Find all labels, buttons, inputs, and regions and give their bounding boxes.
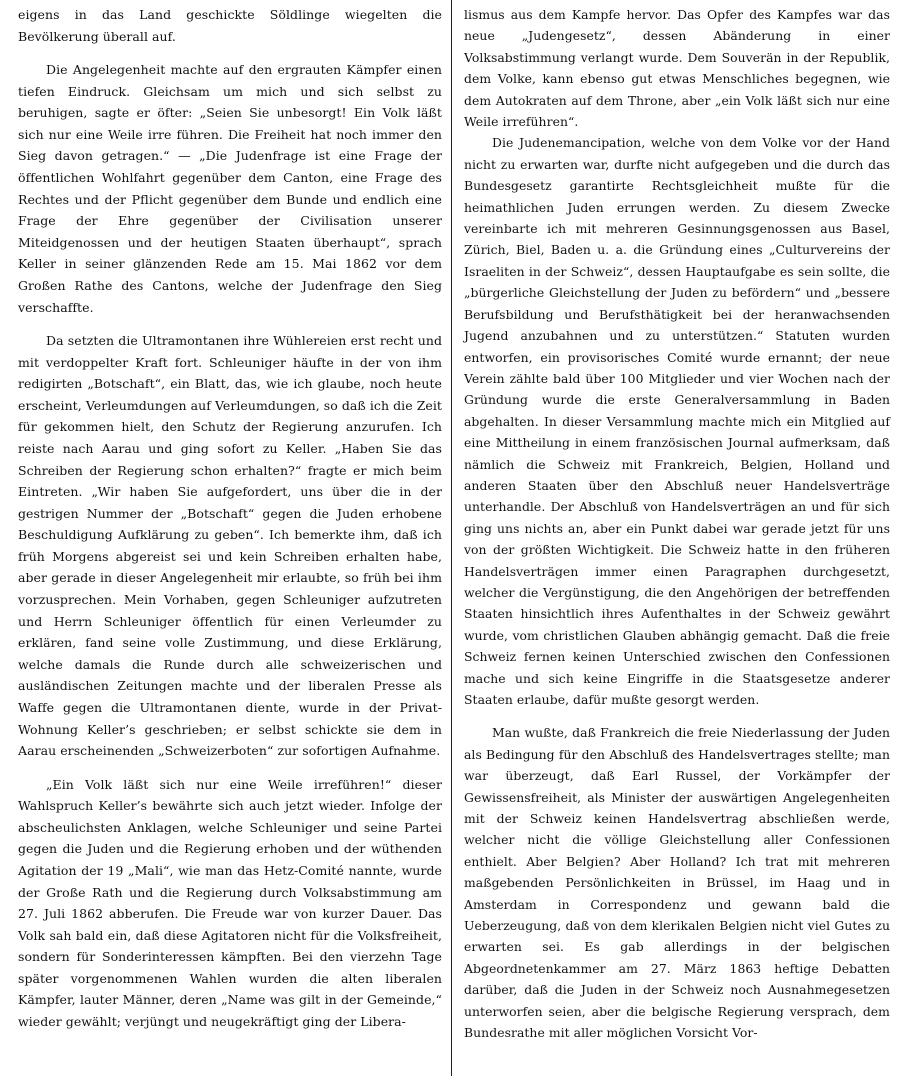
paragraph: Die Angelegenheit machte auf den ergrauten Kämpfer einen tiefen Eindruck. Gleichsam um mich und sich selbst zu beruhigen, sagte er öfter: „Seien Sie unbesorgt! Ein Volk läßt sich nur eine Weile irre führen. Die Freiheit hat noch immer den Sieg davon getragen.“ — „Die Judenfrage ist eine Frage der öffentlichen Wohlfahrt gegenüber dem Canton, eine Frage des Rechtes und der Pflicht gegenüber dem Bunde und endlich eine Frage der Ehre gegenüber der Civilisation unserer Miteidgenossen und der heutigen Staaten überhaupt“, sprach Keller in seiner glänzenden Rede am 15. Mai 1862 vor dem Großen Rathe des Cantons, welche der Judenfrage den Sieg verschaffte. <box>18 62 442 315</box>
left-column <box>18 4 442 1033</box>
paragraph: lismus aus dem Kampfe hervor. Das Opfer des Kampfes war das neue „Judengesetz“, dessen Abänderung in einer Volksabstimmung verlangt wurde. Dem Souverän in der Republik, dem Volke, kann ebenso gut etwas Menschliches begegnen, wie dem Autokraten auf dem Throne, aber „ein Volk läßt sich nur eine Weile irreführen“. <box>464 7 890 130</box>
paragraph: Da setzten die Ultramontanen ihre Wühlereien erst recht und mit verdoppelter Kraft fort. Schleuniger häufte in der von ihm redigirten „Botschaft“, ein Blatt, das, wie ich glaube, noch heute erscheint, Verleumdungen auf Verleumdungen, so daß ich die Zeit für gekommen hielt, den Schutz der Regierung anzurufen. Ich reiste nach Aarau und ging sofort zu Keller. „Haben Sie das Schreiben der Regierung schon erhalten?“ fragte er mich beim Eintreten. „Wir haben Sie aufgefordert, uns über die in der gestrigen Nummer der „Botschaft“ gegen die Juden erhobene Beschuldigung Aufklärung zu geben“. Ich bemerkte ihm, daß ich früh Morgens abgereist sei und kein Schreiben erhalten habe, aber gerade in dieser Angelegenheit mir erlaubte, so früh bei ihm vorzusprechen. Mein Vorhaben, gegen Schleuniger aufzutreten und Herrn Schleuniger öffentlich für einen Verleumder zu erklären, fand seine volle Zustimmung, und diese Erklärung, welche damals die Runde durch alle schweizerischen und ausländischen Zeitungen machte und der liberalen Presse als Waffe gegen die Ultramontanen diente, wurde in der Privat-Wohnung Keller’s geschrieben; er selbst schickte sie dem in Aarau erscheinenden „Schweizerboten“ zur sofortigen Aufnahme. <box>18 333 442 759</box>
right-column <box>464 4 890 1044</box>
paragraph: eigens in das Land geschickte Söldlinge wiegelten die Bevölkerung überall auf. <box>18 7 442 44</box>
paragraph: „Ein Volk läßt sich nur eine Weile irreführen!“ dieser Wahlspruch Keller’s bewährte sich auch jetzt wieder. Infolge der abscheulichsten Anklagen, welche Schleuniger und seine Partei gegen die Juden und die Regierung erhoben und der wüthenden Agitation der 19 „Mali“, wie man das Hetz-Comité nannte, wurde der Große Rath und die Regierung durch Volksabstimmung am 27. Juli 1862 abberufen. Die Freude war von kurzer Dauer. Das Volk sah bald ein, daß diese Agitatoren nicht für die Volksfreiheit, sondern für Sonderinteressen kämpften. Bei den vierzehn Tage später vorgenommenen Wahlen wurden die alten liberalen Kämpfer, lauter Männer, deren „Name was gilt in der Gemeinde,“ wieder gewählt; verjüngt und neugekräftigt ging der Libera- <box>18 776 442 1030</box>
paragraph: Man wußte, daß Frankreich die freie Niederlassung der Juden als Bedingung für den Abschluß des Handelsvertrages stellte; man war überzeugt, daß Earl Russel, der Vorkämpfer der Gewissensfreiheit, als Minister der auswärtigen Angelegenheiten mit der Schweiz keinen Handelsvertrag abschließen werde, welcher nicht die völlige Gleichstellung aller Confessionen enthielt. Aber Belgien? Aber Holland? Ich trat mit mehreren maßgebenden Persönlichkeiten in Brüssel, im Haag und in Amsterdam in Correspondenz und gewann bald die Ueberzeugung, daß von dem klerikalen Belgien nicht viel Gutes zu erwarten sei. Es gab allerdings in der belgischen Abgeordnetenkammer am 27. März 1863 heftige Debatten darüber, daß die Juden in der Schweiz noch Ausnahmegesetzen unterworfen seien, aber die belgische Regierung versprach, dem Bundesrathe mit aller möglichen Vorsicht Vor- <box>464 725 890 1041</box>
paragraph: Die Judenemancipation, welche von dem Volke vor der Hand nicht zu erwarten war, durfte nicht aufgegeben und die durch das Bundesgesetz garantirte Rechtsgleichheit mußte für die heimathlichen Juden errungen werden. Zu diesem Zwecke vereinbarte ich mit mehreren Gesinnungsgenossen aus Basel, Zürich, Biel, Baden u. a. die Gründung eines „Culturvereins der Israeliten in der Schweiz“, dessen Hauptaufgabe es sein sollte, die „bürgerliche Gleichstellung der Juden zu befördern“ und „bessere Berufsbildung und Berufsthätigkeit bei der heranwachsenden Jugend anzubahnen und zu unterstützen.“ Statuten wurden entworfen, ein provisorisches Comité wurde ernannt; der neue Verein zählte bald über 100 Mitglieder und vier Wochen nach der Gründung wurde die erste Generalversammlung in Baden abgehalten. In dieser Versammlung machte mich ein Mitglied auf eine Mittheilung in einem französischen Journal aufmerksam, daß nämlich die Schweiz mit Frankreich, Belgien, Holland und anderen Staaten über den Abschluß neuer Handelsverträge unterhandle. Der Abschluß von Handelsverträgen an und für sich ging uns nichts an, aber ein Punkt dabei war gerade jetzt für uns von der größten Wichtigkeit. Die Schweiz hatte in den früheren Handelsverträgen immer einen Paragraphen durchgesetzt, welcher die Vergünstigung, die den Angehörigen der betreffenden Staaten hinsichtlich ihres Aufenthaltes in der Schweiz gewährt wurde, vom christlichen Glauben abhängig gemacht. Daß die freie Schweiz fernen keinen Unterschied zwischen den Confessionen mache und sich keine Eingriffe in die Staatsgesetze anderer Staaten erlaube, dafür mußte gesorgt werden. <box>464 135 890 707</box>
column-divider <box>451 0 452 1076</box>
